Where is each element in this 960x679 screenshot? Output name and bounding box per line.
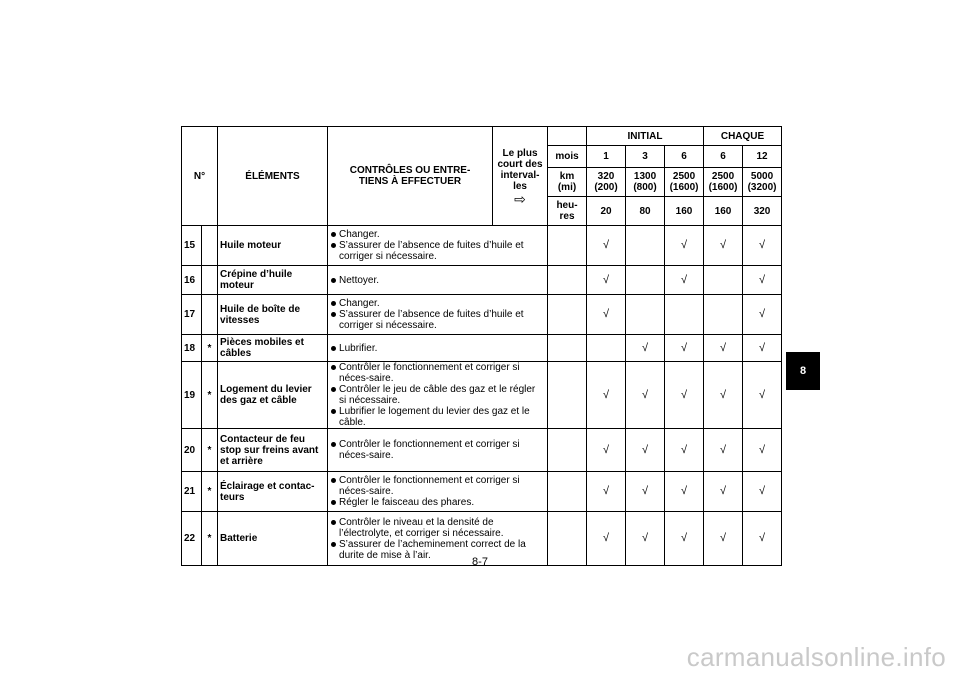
dealer-service-marker: * bbox=[202, 512, 218, 566]
action-item: Contrôler le fonctionnement et corriger si néces-saire. bbox=[330, 439, 545, 461]
check-mark-icon: √ bbox=[720, 532, 727, 544]
row-item: Éclairage et contac-teurs bbox=[218, 472, 328, 512]
check-mark-icon: √ bbox=[681, 273, 688, 286]
header-hours-3: 160 bbox=[665, 197, 704, 226]
row-item: Pièces mobiles et câbles bbox=[218, 335, 328, 362]
check-mark-icon: √ bbox=[602, 443, 610, 456]
header-month-3: 6 bbox=[665, 146, 704, 168]
check-mark-icon: √ bbox=[681, 388, 688, 401]
check-cell bbox=[626, 362, 665, 429]
action-item: Contrôler le fonctionnement et corriger si néces-saire. bbox=[330, 362, 545, 384]
row-actions bbox=[328, 335, 548, 362]
label-spacer bbox=[548, 472, 587, 512]
check-cell bbox=[704, 472, 743, 512]
dealer-service-marker: * bbox=[202, 429, 218, 472]
row-number: 20 bbox=[182, 429, 202, 472]
header-hours-2: 80 bbox=[626, 197, 665, 226]
check-cell bbox=[704, 429, 743, 472]
row-number: 22 bbox=[182, 512, 202, 566]
check-mark-icon: √ bbox=[759, 485, 766, 497]
check-mark-icon: √ bbox=[602, 532, 610, 544]
row-actions bbox=[328, 429, 548, 472]
check-mark-icon: √ bbox=[641, 388, 649, 401]
action-item: Changer. bbox=[330, 229, 545, 240]
check-mark-icon: √ bbox=[720, 341, 727, 354]
row-number: 15 bbox=[182, 226, 202, 266]
header-month-4: 6 bbox=[704, 146, 743, 168]
check-cell bbox=[626, 335, 665, 362]
check-mark-icon: √ bbox=[720, 485, 727, 497]
header-month-1: 1 bbox=[587, 146, 626, 168]
check-cell bbox=[743, 429, 782, 472]
dealer-service-marker: * bbox=[202, 362, 218, 429]
table-row bbox=[182, 362, 782, 429]
check-cell bbox=[704, 226, 743, 266]
header-elements: ÉLÉMENTS bbox=[218, 127, 328, 226]
action-item: Régler le faisceau des phares. bbox=[330, 497, 545, 508]
check-cell bbox=[626, 266, 665, 295]
header-km-1: 320 (200) bbox=[587, 168, 626, 197]
action-item: Lubrifier le logement du levier des gaz et le câble. bbox=[330, 406, 545, 428]
check-cell bbox=[587, 266, 626, 295]
header-blank bbox=[548, 127, 587, 146]
header-hours-1: 20 bbox=[587, 197, 626, 226]
table-row bbox=[182, 295, 782, 335]
header-months-label: mois bbox=[548, 146, 587, 168]
check-mark-icon: √ bbox=[681, 485, 688, 497]
check-cell bbox=[665, 295, 704, 335]
table-row bbox=[182, 472, 782, 512]
header-hours-label: heu- res bbox=[548, 197, 587, 226]
check-cell bbox=[626, 295, 665, 335]
check-cell bbox=[704, 266, 743, 295]
check-cell bbox=[743, 295, 782, 335]
check-cell bbox=[587, 429, 626, 472]
check-cell bbox=[665, 266, 704, 295]
maintenance-table bbox=[181, 126, 782, 566]
check-cell bbox=[704, 295, 743, 335]
header-no: N° bbox=[182, 127, 218, 226]
check-cell bbox=[626, 472, 665, 512]
check-mark-icon: √ bbox=[641, 485, 649, 497]
check-cell bbox=[587, 295, 626, 335]
action-item: Contrôler le jeu de câble des gaz et le régler si nécessaire. bbox=[330, 384, 545, 406]
check-cell bbox=[626, 226, 665, 266]
action-item: S’assurer de l’absence de fuites d’huile et corriger si nécessaire. bbox=[330, 309, 545, 331]
check-cell bbox=[743, 266, 782, 295]
header-km-5: 5000 (3200) bbox=[743, 168, 782, 197]
check-mark-icon: √ bbox=[681, 532, 688, 544]
row-number: 17 bbox=[182, 295, 202, 335]
dealer-service-marker: * bbox=[202, 335, 218, 362]
action-item: S’assurer de l’absence de fuites d’huile et corriger si nécessaire. bbox=[330, 240, 545, 262]
table-row bbox=[182, 429, 782, 472]
check-cell bbox=[704, 362, 743, 429]
check-mark-icon: √ bbox=[641, 341, 649, 354]
header-controls: CONTRÔLES OU ENTRE- TIENS À EFFECTUER bbox=[328, 127, 493, 226]
check-mark-icon: √ bbox=[602, 308, 610, 320]
check-mark-icon: √ bbox=[720, 239, 727, 251]
row-actions bbox=[328, 362, 548, 429]
check-cell bbox=[665, 335, 704, 362]
action-item: S’assurer de l’acheminement correct de la durite de mise à l’air. bbox=[330, 539, 545, 561]
row-actions bbox=[328, 226, 548, 266]
row-item: Huile de boîte de vitesses bbox=[218, 295, 328, 335]
row-number: 18 bbox=[182, 335, 202, 362]
check-cell bbox=[743, 362, 782, 429]
header-initial: INITIAL bbox=[587, 127, 704, 146]
action-item: Lubrifier. bbox=[330, 343, 545, 354]
header-km-2: 1300 (800) bbox=[626, 168, 665, 197]
table-row bbox=[182, 335, 782, 362]
header-km-label: km (mi) bbox=[548, 168, 587, 197]
dealer-service-marker bbox=[202, 266, 218, 295]
action-item: Contrôler le niveau et la densité de l’électrolyte, et corriger si nécessaire. bbox=[330, 517, 545, 539]
label-spacer bbox=[548, 429, 587, 472]
check-mark-icon: √ bbox=[759, 532, 766, 544]
row-number: 21 bbox=[182, 472, 202, 512]
check-cell bbox=[587, 472, 626, 512]
chapter-tab: 8 bbox=[786, 352, 820, 390]
check-cell bbox=[665, 362, 704, 429]
label-spacer bbox=[548, 335, 587, 362]
check-mark-icon: √ bbox=[602, 485, 610, 497]
check-mark-icon: √ bbox=[602, 388, 610, 401]
row-number: 16 bbox=[182, 266, 202, 295]
label-spacer bbox=[548, 266, 587, 295]
check-cell bbox=[665, 226, 704, 266]
header-hours-5: 320 bbox=[743, 197, 782, 226]
header-month-5: 12 bbox=[743, 146, 782, 168]
check-mark-icon: √ bbox=[720, 388, 727, 401]
dealer-service-marker: * bbox=[202, 472, 218, 512]
check-mark-icon: √ bbox=[681, 443, 688, 456]
row-actions bbox=[328, 295, 548, 335]
check-mark-icon: √ bbox=[602, 239, 610, 251]
check-cell bbox=[587, 226, 626, 266]
header-km-3: 2500 (1600) bbox=[665, 168, 704, 197]
check-mark-icon: √ bbox=[641, 532, 649, 544]
check-cell bbox=[743, 472, 782, 512]
row-actions bbox=[328, 266, 548, 295]
check-mark-icon: √ bbox=[681, 341, 688, 354]
label-spacer bbox=[548, 295, 587, 335]
check-mark-icon: √ bbox=[602, 273, 610, 286]
check-cell bbox=[743, 226, 782, 266]
header-km-4: 2500 (1600) bbox=[704, 168, 743, 197]
check-cell bbox=[626, 429, 665, 472]
maintenance-rows bbox=[182, 226, 782, 566]
check-mark-icon: √ bbox=[759, 443, 766, 456]
check-mark-icon: √ bbox=[720, 443, 727, 456]
check-mark-icon: √ bbox=[641, 443, 649, 456]
row-actions bbox=[328, 472, 548, 512]
check-cell bbox=[743, 335, 782, 362]
dealer-service-marker bbox=[202, 295, 218, 335]
label-spacer bbox=[548, 362, 587, 429]
check-mark-icon: √ bbox=[759, 273, 766, 286]
table-row bbox=[182, 226, 782, 266]
dealer-service-marker bbox=[202, 226, 218, 266]
header-month-2: 3 bbox=[626, 146, 665, 168]
check-mark-icon: √ bbox=[681, 239, 688, 251]
row-item: Batterie bbox=[218, 512, 328, 566]
arrow-right-icon: ⇨ bbox=[514, 190, 526, 207]
row-item: Crépine d’huile moteur bbox=[218, 266, 328, 295]
action-item: Nettoyer. bbox=[330, 275, 545, 286]
check-mark-icon: √ bbox=[759, 239, 766, 251]
watermark: carmanualsonline.info bbox=[686, 642, 946, 672]
check-cell bbox=[665, 429, 704, 472]
header-earliest: Le plus court des interval- les ⇨ bbox=[493, 127, 548, 226]
row-item: Contacteur de feu stop sur freins avant et arrière bbox=[218, 429, 328, 472]
check-mark-icon: √ bbox=[759, 388, 766, 401]
check-cell bbox=[587, 362, 626, 429]
label-spacer bbox=[548, 226, 587, 266]
header-every: CHAQUE bbox=[704, 127, 782, 146]
row-item: Huile moteur bbox=[218, 226, 328, 266]
action-item: Contrôler le fonctionnement et corriger si néces-saire. bbox=[330, 475, 545, 497]
row-number: 19 bbox=[182, 362, 202, 429]
action-item: Changer. bbox=[330, 298, 545, 309]
check-mark-icon: √ bbox=[759, 308, 766, 320]
check-cell bbox=[704, 335, 743, 362]
check-cell bbox=[665, 472, 704, 512]
table-row bbox=[182, 266, 782, 295]
page-number: 8-7 bbox=[472, 556, 488, 568]
check-cell bbox=[587, 335, 626, 362]
header-hours-4: 160 bbox=[704, 197, 743, 226]
check-mark-icon: √ bbox=[759, 341, 766, 354]
row-item: Logement du levier des gaz et câble bbox=[218, 362, 328, 429]
